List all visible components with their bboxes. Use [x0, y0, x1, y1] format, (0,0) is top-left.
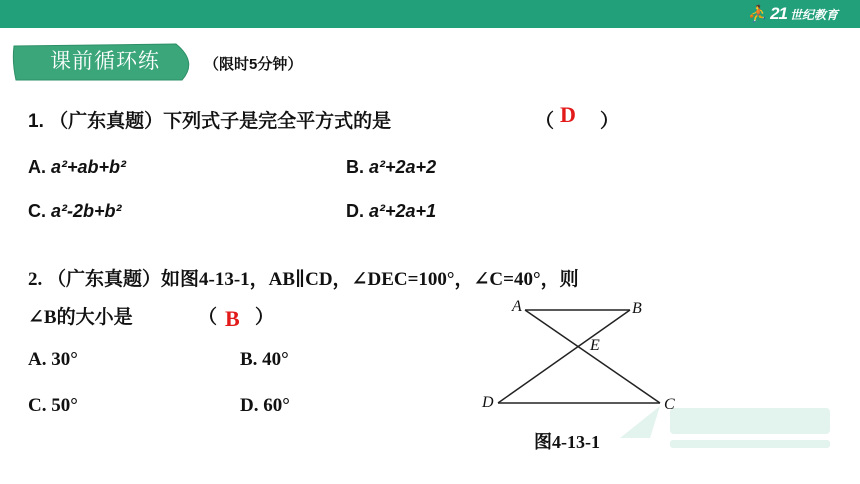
section-badge: [12, 42, 198, 82]
question-2-open-paren: （: [198, 307, 218, 328]
logo-number: 21: [770, 4, 787, 23]
q1-option-b-label: B.: [346, 157, 364, 177]
question-1-stem: 1. （广东真题）下列式子是完全平方式的是: [28, 111, 392, 132]
q2-option-c: C. 50°: [28, 395, 78, 416]
q1-option-d-label: D.: [346, 201, 364, 221]
q1-option-a: [28, 157, 126, 178]
runner-logo-icon: ⛹: [747, 6, 768, 23]
q1-option-c-expr: a²-2b+b²: [51, 201, 122, 221]
point-label-c: C: [664, 396, 675, 413]
question-2-answer: B: [225, 306, 240, 331]
segment-ac: [525, 310, 660, 403]
geometry-figure: [470, 295, 680, 420]
time-limit: （限时5分钟）: [204, 56, 303, 73]
point-label-b: B: [632, 300, 642, 317]
question-2-close-paren: ）: [255, 307, 275, 328]
logo-brand: 世纪教育: [789, 7, 838, 22]
question-1-open-paren: （: [535, 111, 555, 132]
q1-option-d-expr: a²+2a+1: [369, 201, 437, 221]
section-title: 课前循环练: [50, 50, 160, 73]
q1-option-c: [28, 201, 122, 222]
figure-caption: 图4-13-1: [534, 432, 600, 452]
segment-bd: [498, 310, 630, 403]
q1-option-b: [346, 157, 436, 178]
q2-option-b: B. 40°: [240, 349, 289, 370]
question-1-answer: D: [560, 102, 576, 127]
q2-option-d: D. 60°: [240, 395, 290, 416]
q1-option-c-label: C.: [28, 201, 46, 221]
point-label-d: D: [482, 394, 494, 411]
question-2-line-1: 2. （广东真题）如图4-13-1，AB∥CD，∠DEC=100°，∠C=40°，则: [28, 269, 579, 290]
q2-option-a: A. 30°: [28, 349, 78, 370]
question-2-line-2: ∠B的大小是: [28, 307, 133, 328]
q1-option-b-expr: a²+2a+2: [369, 157, 437, 177]
point-label-e: E: [590, 337, 600, 354]
question-1-close-paren: ）: [600, 111, 620, 132]
point-label-a: A: [512, 298, 522, 315]
site-logo: [747, 4, 838, 24]
top-bar: [0, 0, 860, 28]
q1-option-a-expr: a²+ab+b²: [51, 157, 127, 177]
q1-option-d: [346, 201, 436, 222]
q1-option-a-label: A.: [28, 157, 46, 177]
